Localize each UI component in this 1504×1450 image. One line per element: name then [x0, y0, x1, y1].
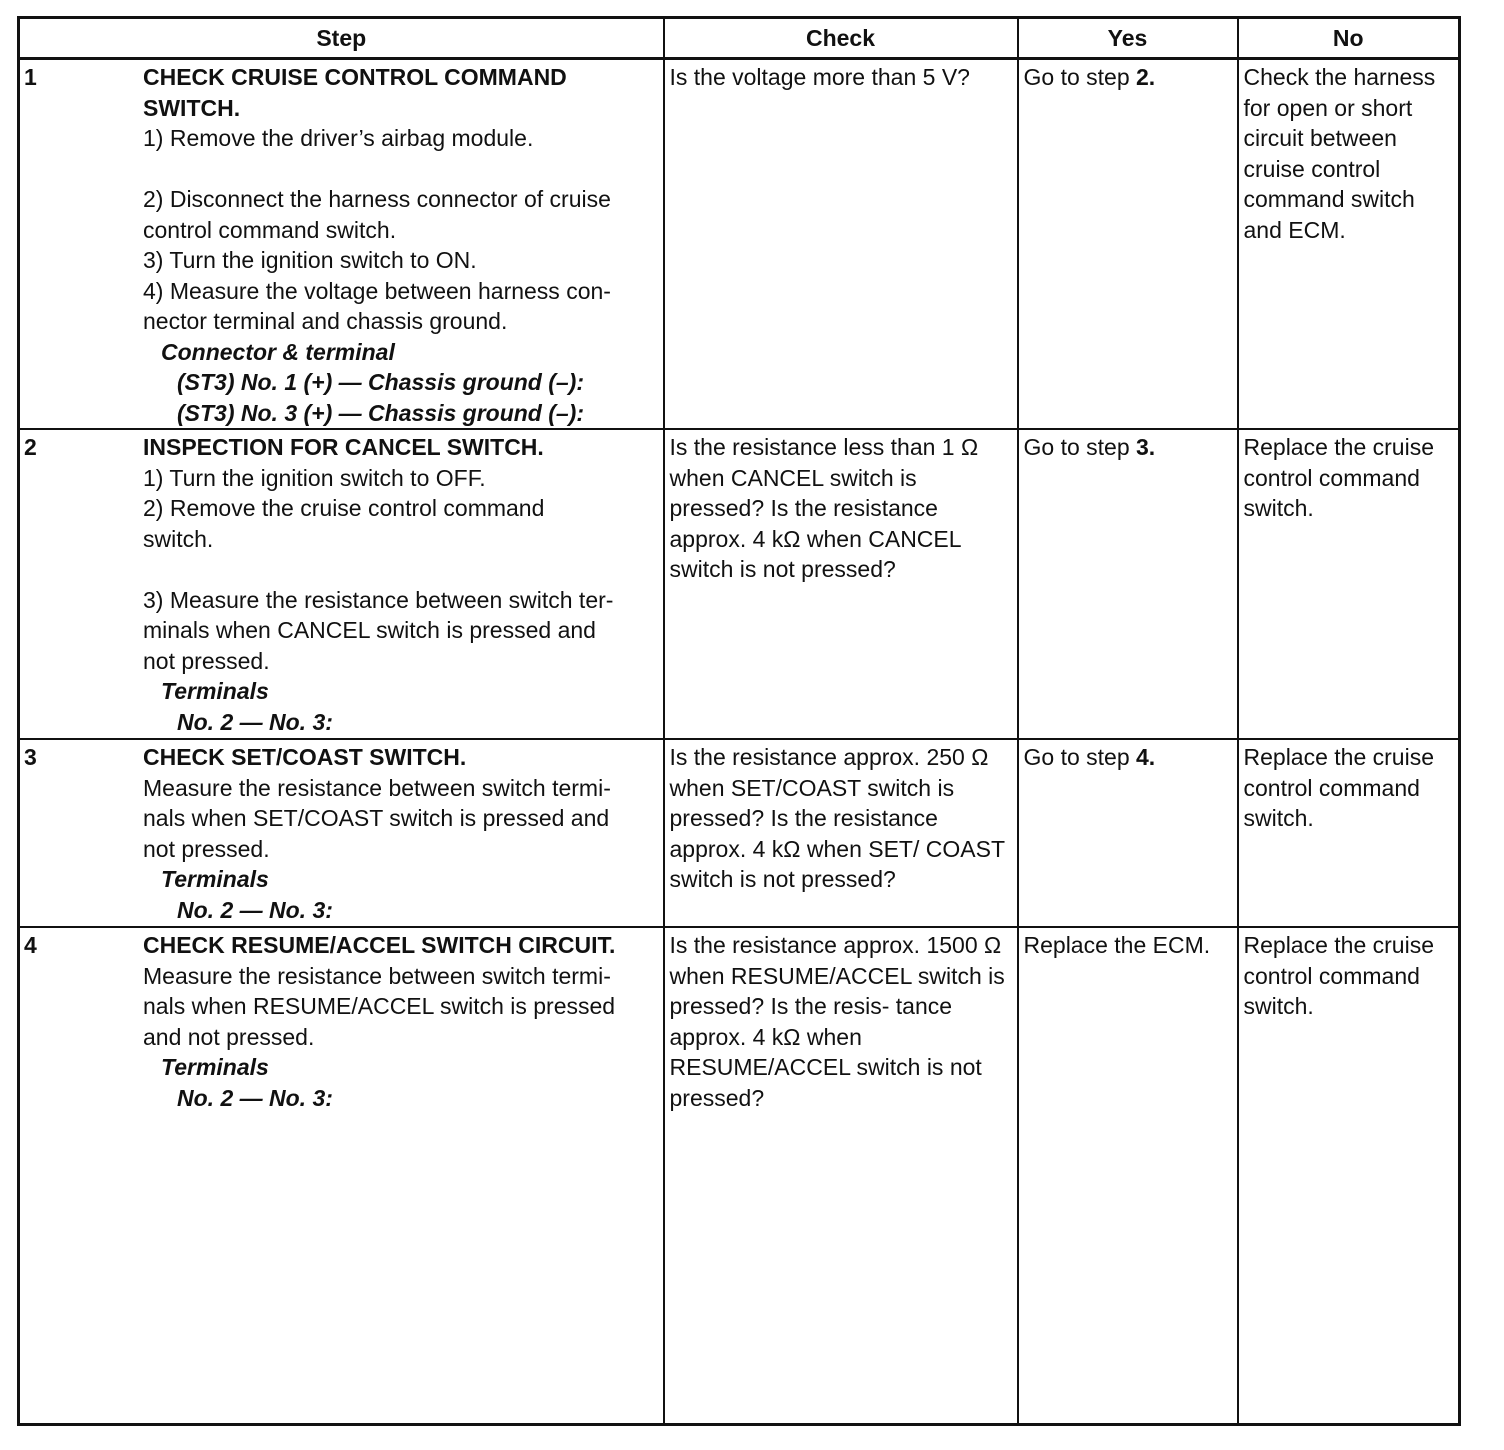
step-instruction: control command switch.	[143, 216, 397, 243]
step-title-cont: SWITCH.	[143, 94, 241, 121]
yes-cell	[1018, 59, 1238, 430]
header-step: Step	[19, 18, 664, 59]
step-instruction: and not pressed.	[143, 1023, 315, 1050]
step-instruction: Measure the resistance between switch termi-	[143, 774, 611, 801]
spec-value: (ST3) No. 1 (+) — Chassis ground (–):	[177, 369, 585, 395]
step-number: 4	[24, 932, 37, 958]
check-cell	[664, 927, 1018, 1425]
yes-step-link: 4.	[1136, 744, 1156, 770]
step-instruction: minals when CANCEL switch is pressed and	[143, 617, 596, 643]
spacer	[143, 554, 657, 585]
yes-prefix: Go to step	[1023, 744, 1137, 770]
yes-step-link: 2.	[1136, 64, 1156, 90]
spec-value: No. 2 — No. 3:	[177, 1084, 333, 1111]
step-instruction: 3) Measure the resistance between switch ter-	[143, 586, 614, 613]
no-text: Replace the cruise control command switch.	[1243, 744, 1434, 831]
yes-prefix: Go to step	[1023, 64, 1137, 90]
spec-label: Connector & terminal	[161, 338, 395, 365]
no-cell	[1238, 59, 1460, 430]
spec-value: (ST3) No. 3 (+) — Chassis ground (–):	[177, 399, 585, 426]
no-text: Replace the cruise control command switch.	[1243, 932, 1434, 1019]
step-cell	[19, 429, 664, 739]
yes-cell	[1018, 429, 1238, 739]
step-number: 3	[24, 744, 37, 770]
step-number: 1	[24, 64, 37, 90]
step-title: CHECK CRUISE CONTROL COMMAND	[143, 64, 567, 90]
header-check: Check	[664, 18, 1018, 59]
check-cell	[664, 429, 1018, 739]
check-cell	[664, 59, 1018, 430]
yes-step-link: 3.	[1136, 434, 1156, 460]
step-cell	[19, 927, 664, 1425]
step-cell	[19, 739, 664, 927]
step-instruction: Measure the resistance between switch termi-	[143, 962, 611, 989]
step-title: CHECK SET/COAST SWITCH.	[143, 744, 467, 770]
no-text: Check the harness for open or short circuit between cruise control command switch and ECM.	[1243, 64, 1436, 243]
table-row	[19, 739, 1460, 927]
step-instruction: not pressed.	[143, 835, 270, 862]
step-instruction: switch.	[143, 525, 214, 552]
step-title: INSPECTION FOR CANCEL SWITCH.	[143, 434, 544, 460]
step-cell	[19, 59, 664, 430]
step-instruction: nals when SET/COAST switch is pressed and	[143, 805, 610, 831]
header-yes: Yes	[1018, 18, 1238, 59]
spec-label: Terminals	[161, 866, 269, 892]
yes-text	[1019, 430, 1237, 463]
check-cell	[664, 739, 1018, 927]
step-instruction: 2) Disconnect the harness connector of cruise	[143, 186, 611, 212]
header-row	[19, 18, 1460, 59]
yes-text	[1019, 60, 1237, 93]
table-row	[19, 59, 1460, 430]
spec-value: No. 2 — No. 3:	[177, 896, 333, 923]
no-text: Replace the cruise control command switch.	[1243, 434, 1434, 521]
step-instruction: 1) Turn the ignition switch to OFF.	[143, 464, 486, 491]
step-number: 2	[24, 434, 37, 460]
diagnostic-table	[17, 16, 1461, 1426]
check-text: Is the resistance less than 1 Ω when CANCEL switch is pressed? Is the resistance approx. 4 kΩ when CANCEL switch is not pressed?	[669, 434, 979, 582]
check-text: Is the voltage more than 5 V?	[669, 64, 970, 90]
step-instruction: 2) Remove the cruise control command	[143, 495, 545, 521]
step-instruction: 3) Turn the ignition switch to ON.	[143, 247, 477, 273]
spec-label: Terminals	[161, 678, 269, 704]
no-cell	[1238, 739, 1460, 927]
step-instruction: nals when RESUME/ACCEL switch is pressed	[143, 993, 616, 1019]
spacer	[143, 154, 657, 185]
yes-text: Replace the ECM.	[1023, 932, 1211, 958]
header-no: No	[1238, 18, 1460, 59]
spec-label: Terminals	[161, 1054, 269, 1080]
table-row	[19, 429, 1460, 739]
yes-cell	[1018, 927, 1238, 1425]
no-cell	[1238, 927, 1460, 1425]
step-instruction: 1) Remove the driver’s airbag module.	[143, 125, 534, 151]
no-cell	[1238, 429, 1460, 739]
yes-cell	[1018, 739, 1238, 927]
step-instruction: 4) Measure the voltage between harness con-	[143, 277, 611, 304]
step-instruction: not pressed.	[143, 647, 270, 674]
step-title: CHECK RESUME/ACCEL SWITCH CIRCUIT.	[143, 932, 616, 958]
table-row	[19, 927, 1460, 1425]
yes-text	[1019, 740, 1237, 773]
check-text: Is the resistance approx. 1500 Ω when RESUME/ACCEL switch is pressed? Is the resis- tance approx. 4 kΩ when RESUME/ACCEL switch is not pressed?	[669, 932, 1005, 1111]
step-instruction: nector terminal and chassis ground.	[143, 308, 508, 334]
check-text: Is the resistance approx. 250 Ω when SET/COAST switch is pressed? Is the resistance approx. 4 kΩ when SET/ COAST switch is not pressed?	[669, 744, 1005, 892]
spec-value: No. 2 — No. 3:	[177, 708, 333, 735]
yes-prefix: Go to step	[1023, 434, 1137, 460]
